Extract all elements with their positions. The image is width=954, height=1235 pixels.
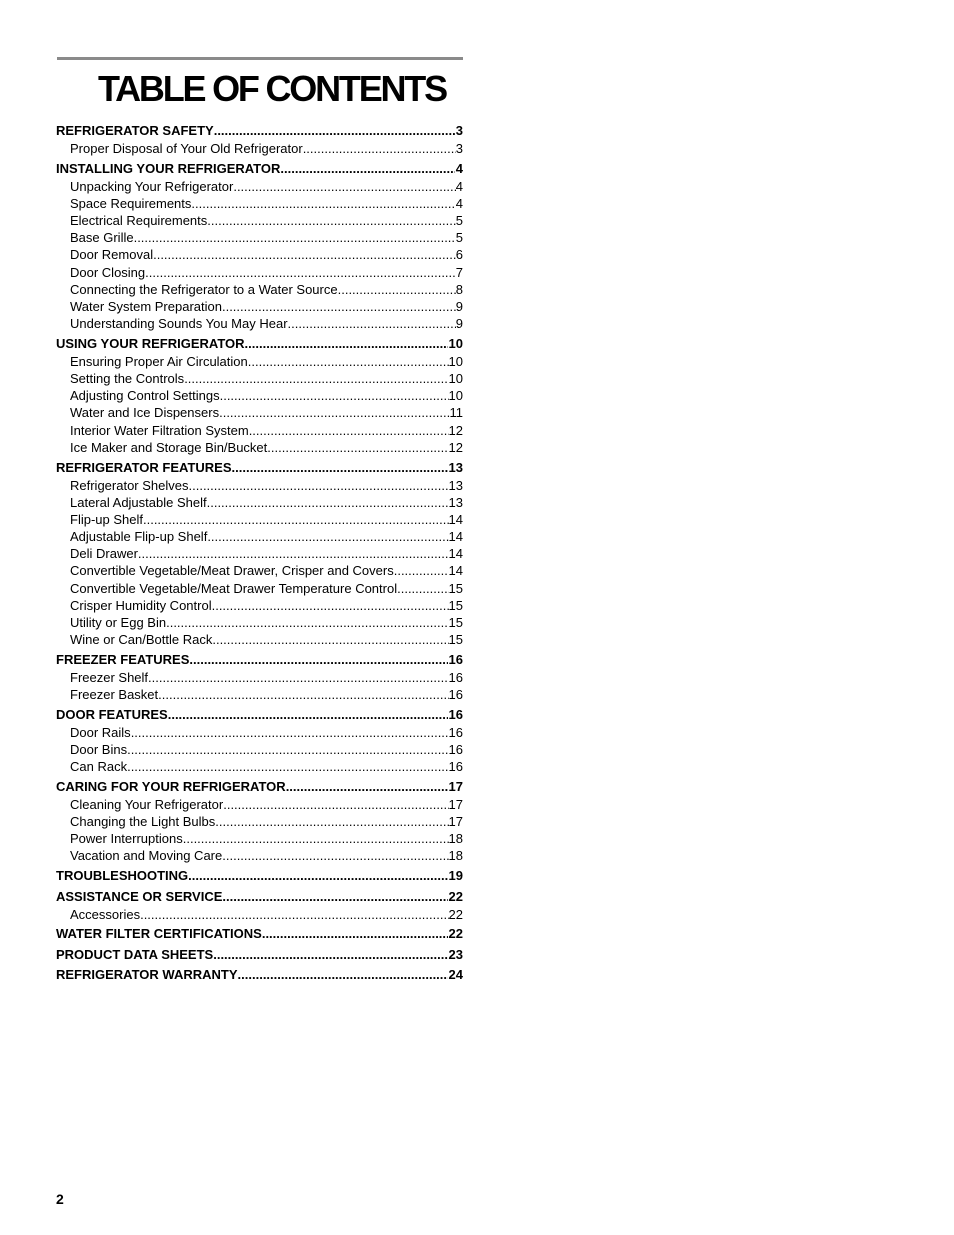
toc-subentry-title: Door Rails — [70, 724, 131, 740]
toc-subentry[interactable] — [56, 830, 463, 847]
toc-subentry-page: 9 — [455, 316, 463, 332]
toc-section-page: 16 — [448, 651, 463, 667]
dot-leader — [143, 511, 449, 528]
toc-subentry[interactable] — [56, 528, 463, 545]
toc-subentry[interactable] — [56, 246, 463, 263]
toc-subentry[interactable] — [56, 140, 463, 157]
toc-subentry[interactable] — [56, 686, 463, 703]
dot-leader — [189, 477, 449, 494]
toc-section-entry[interactable] — [56, 651, 463, 669]
dot-leader — [248, 353, 449, 370]
toc-section-entry[interactable] — [56, 946, 463, 964]
toc-section-page: 3 — [455, 123, 463, 138]
toc-section-entry[interactable] — [56, 778, 463, 796]
toc-section-entry[interactable] — [56, 888, 463, 906]
toc-section-title: FREEZER FEATURES — [56, 651, 190, 667]
toc-subentry-page: 13 — [448, 477, 463, 493]
toc-section-page: 17 — [448, 778, 463, 794]
toc-subentry-page: 16 — [448, 669, 463, 685]
toc-subentry[interactable] — [56, 796, 463, 813]
toc-subentry-page: 18 — [448, 831, 463, 847]
toc-section-page: 10 — [448, 335, 463, 351]
dot-leader — [212, 631, 448, 648]
toc-subentry-page: 10 — [448, 388, 463, 404]
toc-subentry-title: Can Rack — [70, 759, 128, 775]
toc-section-title: CARING FOR YOUR REFRIGERATOR — [56, 778, 286, 794]
toc-subentry-page: 14 — [448, 563, 463, 579]
toc-subentry-title: Deli Drawer — [70, 546, 138, 562]
toc-section-title: PRODUCT DATA SHEETS — [56, 946, 214, 962]
dot-leader — [127, 741, 448, 758]
toc-subentry-page: 16 — [448, 724, 463, 740]
dot-leader — [220, 387, 449, 404]
dot-leader — [245, 335, 448, 353]
toc-subentry[interactable] — [56, 631, 463, 648]
toc-subentry-title: Crisper Humidity Control — [70, 597, 212, 613]
toc-subentry-title: Vacation and Moving Care — [70, 848, 223, 864]
dot-leader — [286, 778, 448, 796]
dot-leader — [219, 404, 449, 421]
toc-section-entry[interactable] — [56, 122, 463, 140]
toc-subentry-title: Ice Maker and Storage Bin/Bucket — [70, 439, 268, 455]
toc-subentry-page: 17 — [448, 796, 463, 812]
toc-section-title: INSTALLING YOUR REFRIGERATOR — [56, 160, 281, 176]
toc-subentry-page: 4 — [455, 178, 463, 194]
dot-leader — [222, 847, 448, 864]
toc-subentry-page: 6 — [455, 247, 463, 263]
toc-subentry[interactable] — [56, 195, 463, 212]
toc-section-page: 24 — [448, 967, 463, 983]
toc-subentry[interactable] — [56, 353, 463, 370]
toc-subentry-page: 5 — [455, 230, 463, 246]
toc-section-page: 22 — [448, 888, 463, 904]
dot-leader — [233, 178, 455, 195]
toc-subentry-title: Utility or Egg Bin — [70, 615, 167, 630]
toc-subentry-title: Connecting the Refrigerator to a Water Source — [70, 281, 338, 297]
toc-subentry[interactable] — [56, 212, 463, 229]
toc-subentry-page: 9 — [455, 299, 463, 314]
toc-subentry[interactable] — [56, 813, 463, 830]
toc-subentry-page: 14 — [448, 511, 463, 527]
toc-subentry-page: 8 — [455, 281, 463, 297]
toc-subentry[interactable] — [56, 511, 463, 528]
toc-section-entry[interactable] — [56, 706, 463, 724]
toc-subentry-title: Freezer Shelf — [70, 669, 149, 685]
toc-subentry-title: Wine or Can/Bottle Rack — [70, 632, 213, 648]
dot-leader — [238, 966, 448, 984]
toc-section-entry[interactable] — [56, 867, 463, 885]
toc-section-title: REFRIGERATOR SAFETY — [56, 123, 214, 138]
toc-subentry-title: Cleaning Your Refrigerator — [70, 796, 224, 812]
toc-section-page: 13 — [448, 459, 463, 475]
toc-subentry-title: Water System Preparation — [70, 299, 222, 314]
dot-leader — [249, 422, 449, 439]
dot-leader — [153, 246, 456, 263]
toc-subentry[interactable] — [56, 758, 463, 775]
dot-leader — [134, 229, 456, 246]
toc-subentry-page: 11 — [449, 405, 463, 421]
toc-subentry[interactable] — [56, 580, 463, 597]
toc-subentry-page: 10 — [448, 371, 463, 387]
dot-leader — [166, 614, 448, 631]
toc-subentry-page: 14 — [448, 529, 463, 545]
toc-section-entry[interactable] — [56, 966, 463, 984]
toc-subentry-title: Flip-up Shelf — [70, 511, 143, 527]
toc-section-title: DOOR FEATURES — [56, 706, 168, 722]
top-rule — [57, 57, 463, 60]
dot-leader — [207, 494, 449, 511]
toc-subentry-page: 15 — [448, 597, 463, 613]
toc-subentry[interactable] — [56, 477, 463, 494]
toc-subentry-title: Ensuring Proper Air Circulation — [70, 353, 248, 369]
dot-leader — [138, 545, 449, 562]
dot-leader — [214, 122, 455, 140]
toc-subentry-title: Space Requirements — [70, 195, 192, 211]
toc-section-title: TROUBLESHOOTING — [56, 868, 189, 884]
toc-section-title: REFRIGERATOR WARRANTY — [56, 967, 238, 983]
toc-section-entry[interactable] — [56, 925, 463, 943]
toc-subentry[interactable] — [56, 562, 463, 579]
toc-subentry-title: Proper Disposal of Your Old Refrigerator — [70, 141, 303, 156]
toc-subentry-page: 22 — [448, 906, 463, 922]
dot-leader — [145, 264, 456, 281]
toc-subentry-title: Door Bins — [70, 741, 128, 757]
dot-leader — [127, 758, 448, 775]
toc-section-page: 22 — [448, 926, 463, 942]
toc-subentry-title: Door Removal — [70, 247, 154, 263]
toc-section-entry[interactable] — [56, 459, 463, 477]
toc-subentry-title: Adjustable Flip-up Shelf — [70, 529, 208, 545]
table-of-contents — [56, 122, 463, 984]
toc-subentry[interactable] — [56, 298, 463, 315]
toc-subentry[interactable] — [56, 404, 463, 421]
toc-subentry[interactable] — [56, 669, 463, 686]
toc-subentry-page: 18 — [448, 848, 463, 864]
dot-leader — [207, 212, 455, 229]
toc-subentry[interactable] — [56, 597, 463, 614]
dot-leader — [183, 830, 449, 847]
dot-leader — [140, 906, 448, 923]
toc-subentry-page: 10 — [448, 353, 463, 369]
dot-leader — [223, 796, 448, 813]
toc-subentry[interactable] — [56, 494, 463, 511]
toc-subentry-page: 16 — [448, 687, 463, 703]
dot-leader — [191, 195, 455, 212]
toc-section-entry[interactable] — [56, 335, 463, 353]
dot-leader — [288, 315, 456, 332]
toc-subentry-page: 7 — [455, 264, 463, 280]
toc-subentry[interactable] — [56, 281, 463, 298]
toc-subentry-page: 15 — [448, 615, 463, 630]
dot-leader — [303, 140, 456, 157]
toc-subentry[interactable] — [56, 439, 463, 456]
toc-subentry-title: Freezer Basket — [70, 687, 159, 703]
toc-subentry-title: Interior Water Filtration System — [70, 422, 249, 438]
toc-subentry[interactable] — [56, 724, 463, 741]
dot-leader — [267, 439, 448, 456]
dot-leader — [338, 281, 456, 298]
toc-subentry-page: 4 — [455, 195, 463, 211]
toc-section-title: USING YOUR REFRIGERATOR — [56, 335, 245, 351]
toc-section-page: 23 — [448, 946, 463, 962]
toc-subentry-title: Changing the Light Bulbs — [70, 814, 216, 829]
dot-leader — [262, 925, 448, 943]
dot-leader — [207, 528, 448, 545]
page-title: TABLE OF CONTENTS — [98, 68, 446, 109]
toc-subentry-page: 3 — [455, 141, 463, 156]
dot-leader — [213, 946, 447, 964]
toc-section-title: ASSISTANCE OR SERVICE — [56, 888, 223, 904]
toc-section-page: 19 — [448, 868, 463, 884]
toc-subentry-page: 14 — [448, 546, 463, 562]
dot-leader — [397, 580, 448, 597]
toc-subentry-title: Power Interruptions — [70, 831, 183, 847]
page-number: 2 — [56, 1191, 64, 1207]
toc-section-page: 4 — [455, 160, 463, 176]
toc-section-page: 16 — [448, 706, 463, 722]
toc-subentry[interactable] — [56, 847, 463, 864]
dot-leader — [394, 562, 449, 579]
dot-leader — [158, 686, 448, 703]
toc-subentry-title: Refrigerator Shelves — [70, 477, 189, 493]
toc-subentry-page: 12 — [448, 422, 463, 438]
toc-subentry-title: Accessories — [70, 906, 141, 922]
toc-subentry-title: Lateral Adjustable Shelf — [70, 494, 207, 510]
toc-subentry[interactable] — [56, 229, 463, 246]
dot-leader — [215, 813, 448, 830]
toc-subentry[interactable] — [56, 614, 463, 631]
toc-subentry-title: Electrical Requirements — [70, 213, 208, 229]
toc-subentry-page: 5 — [455, 213, 463, 229]
toc-subentry[interactable] — [56, 741, 463, 758]
toc-subentry-page: 16 — [448, 741, 463, 757]
dot-leader — [212, 597, 449, 614]
dot-leader — [184, 370, 448, 387]
dot-leader — [168, 706, 448, 724]
toc-subentry-title: Adjusting Control Settings — [70, 388, 220, 404]
toc-subentry[interactable] — [56, 178, 463, 195]
toc-section-entry[interactable] — [56, 160, 463, 178]
toc-subentry-page: 12 — [448, 439, 463, 455]
dot-leader — [148, 669, 448, 686]
toc-subentry[interactable] — [56, 387, 463, 404]
toc-subentry[interactable] — [56, 370, 463, 387]
toc-subentry-page: 13 — [448, 494, 463, 510]
toc-subentry-title: Door Closing — [70, 264, 146, 280]
toc-subentry[interactable] — [56, 422, 463, 439]
toc-subentry-title: Understanding Sounds You May Hear — [70, 316, 288, 332]
dot-leader — [280, 160, 454, 178]
toc-subentry-title: Base Grille — [70, 230, 134, 246]
toc-subentry-page: 17 — [448, 814, 463, 829]
dot-leader — [232, 459, 448, 477]
dot-leader — [188, 867, 447, 885]
toc-subentry[interactable] — [56, 315, 463, 332]
toc-subentry-page: 15 — [448, 580, 463, 596]
toc-subentry-title: Convertible Vegetable/Meat Drawer, Crisper and Covers — [70, 563, 394, 579]
toc-subentry-page: 16 — [448, 759, 463, 775]
toc-subentry[interactable] — [56, 906, 463, 923]
toc-subentry[interactable] — [56, 545, 463, 562]
toc-section-title: REFRIGERATOR FEATURES — [56, 459, 232, 475]
dot-leader — [189, 651, 447, 669]
dot-leader — [131, 724, 449, 741]
toc-subentry-page: 15 — [448, 632, 463, 648]
toc-subentry[interactable] — [56, 264, 463, 281]
toc-subentry-title: Water and Ice Dispensers — [70, 405, 220, 421]
toc-subentry-title: Unpacking Your Refrigerator — [70, 178, 234, 194]
toc-section-title: WATER FILTER CERTIFICATIONS — [56, 926, 262, 942]
toc-subentry-title: Convertible Vegetable/Meat Drawer Temperature Control — [70, 580, 398, 596]
dot-leader — [222, 888, 447, 906]
dot-leader — [222, 298, 456, 315]
toc-subentry-title: Setting the Controls — [70, 371, 185, 387]
